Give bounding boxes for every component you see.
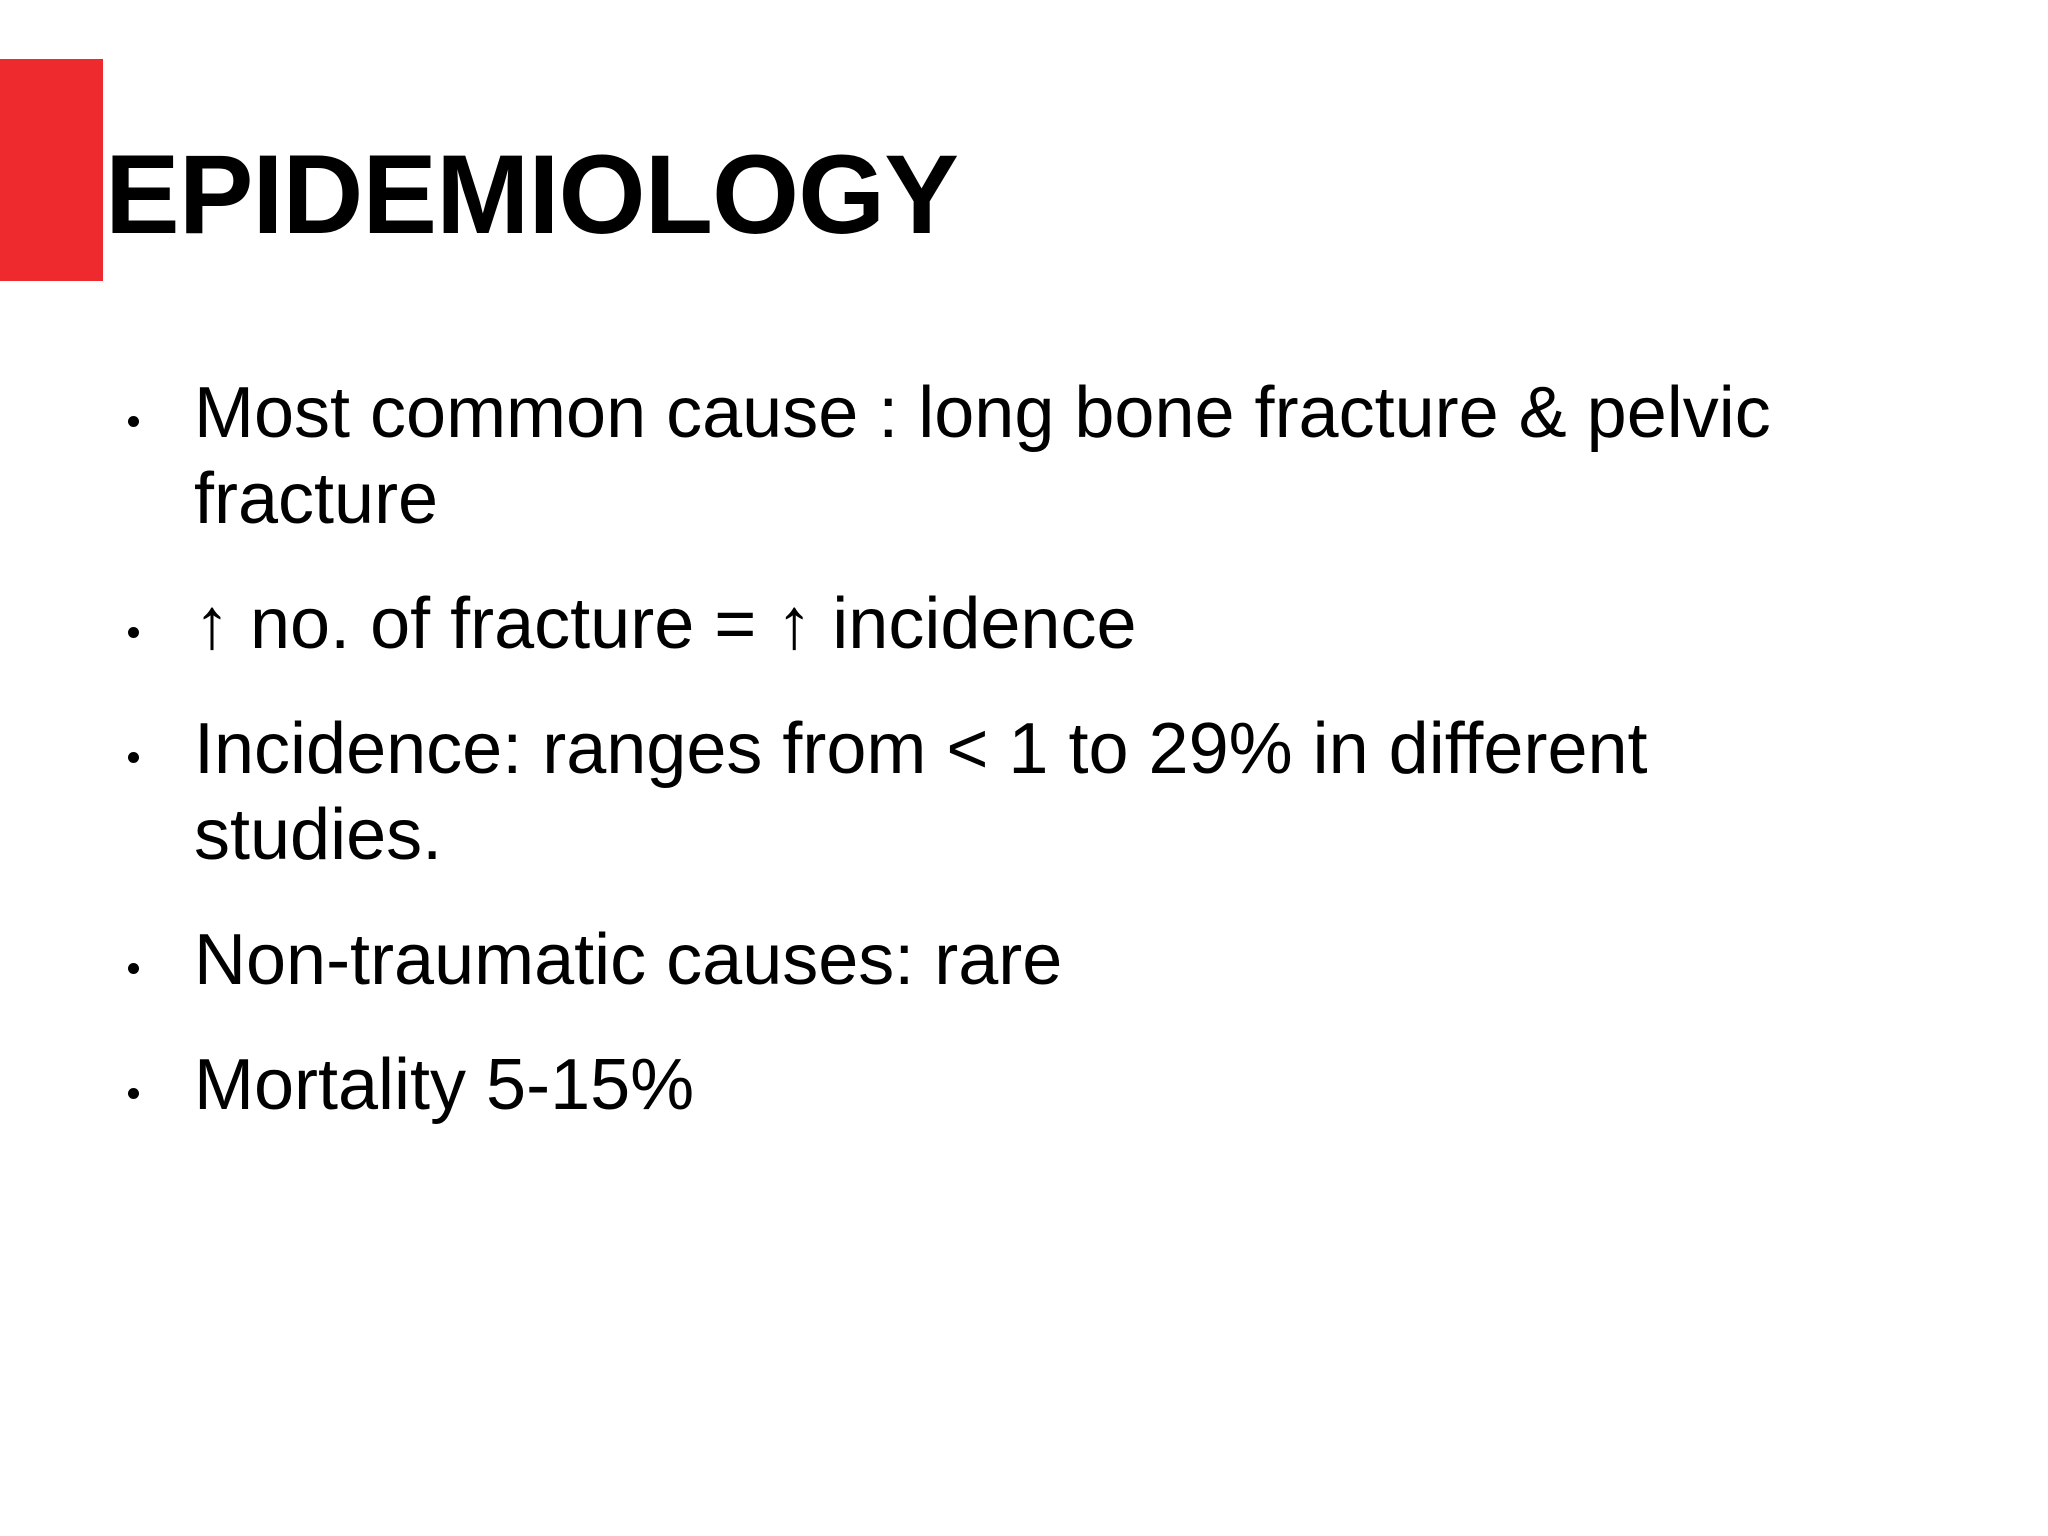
bullet-item <box>120 1042 2000 1128</box>
bullet-dot-icon <box>128 1088 139 1099</box>
bullet-text: ↑ no. of fracture = ↑ incidence <box>194 584 1137 664</box>
bullet-dot-icon <box>128 416 139 427</box>
bullet-dot-icon <box>128 963 139 974</box>
bullet-text: Incidence: ranges from < 1 to 29% in different studies. <box>194 709 1648 875</box>
bullet-text: Non-traumatic causes: rare <box>194 920 1063 1000</box>
bullet-dot-icon <box>128 752 139 763</box>
title-accent-bar <box>0 59 103 281</box>
bullet-text: Most common cause : long bone fracture & pelvic fracture <box>194 373 1771 539</box>
bullet-item <box>120 581 2000 667</box>
slide-title: EPIDEMIOLOGY <box>105 132 958 257</box>
bullet-text: Mortality 5-15% <box>194 1045 695 1125</box>
bullet-item <box>120 917 2000 1003</box>
bullet-list <box>120 370 2000 1167</box>
bullet-dot-icon <box>128 627 139 638</box>
bullet-item <box>120 706 2000 878</box>
bullet-item <box>120 370 2000 542</box>
